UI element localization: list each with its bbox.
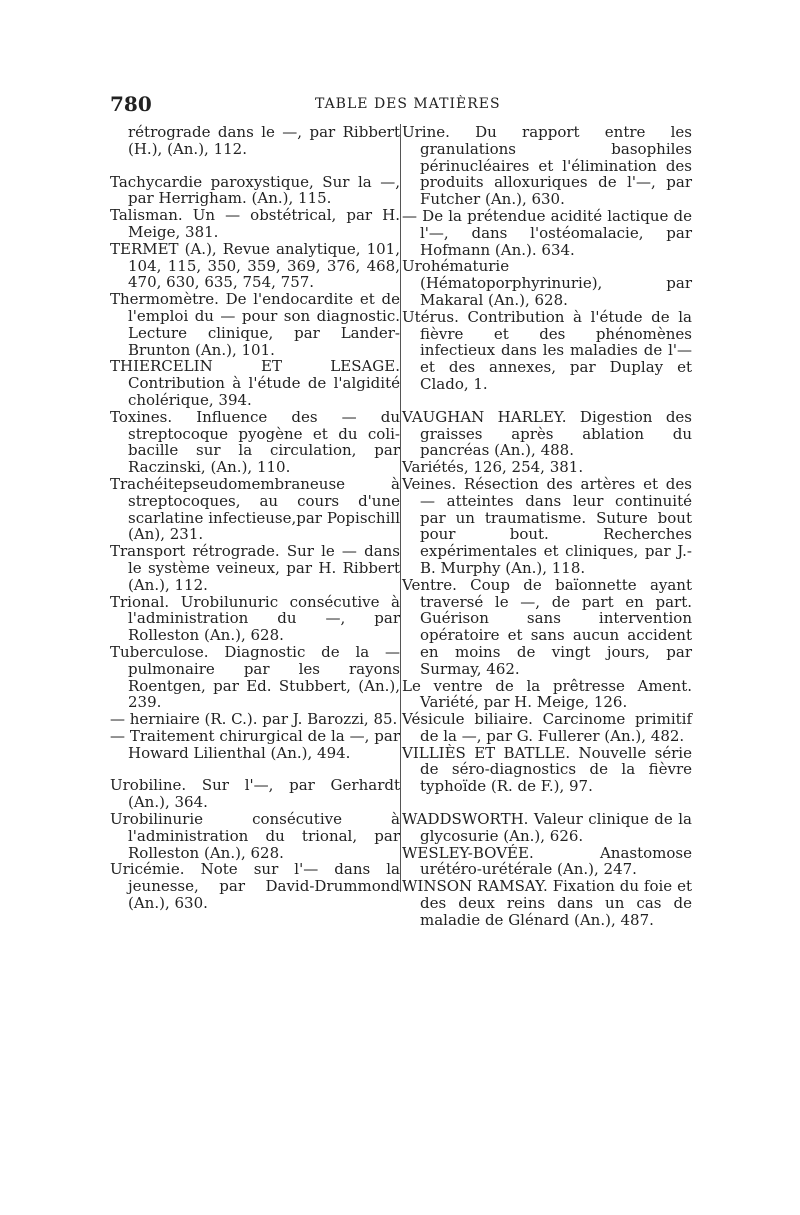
index-entry: — Traitement chirurgical de la —, par Howard Lilienthal (An.), 494. [110, 726, 400, 762]
index-entry: THIERCELIN ET LESAGE. Contribution à l'étude de l'algidité cholérique, 394. [110, 357, 400, 409]
index-entry: VAUGHAN HARLEY. Digestion des graisses après ablation du pancréas (An.), 488. [402, 407, 692, 460]
index-entry: — De la prétendue acidité lactique de l'—, dans l'ostéomalacie, par Hofmann (An.). 634. [402, 206, 692, 259]
index-entry: Uricémie. Note sur l'— dans la jeunesse, par David-Drummond (An.), 630. [110, 860, 400, 913]
page-number: 780 [110, 92, 152, 116]
index-entry: Veines. Résection des artères et des — atteintes dans leur continuité par un traumatisme. Suture bout pour bout. Recherches expérimentales et cliniques, par J.-B. Murphy (An.), 118. [402, 474, 692, 577]
index-entry: Ventre. Coup de baïonnette ayant traversé le —, de part en part. Guérison sans intervention opératoire et sans aucun accident en moins de vingt jours, par Surmay, 462. [402, 575, 692, 678]
section-gap [402, 393, 692, 409]
index-entry: WINSON RAMSAY. Fixation du foie et des deux reins dans un cas de maladie de Glénard (An.), 487. [402, 877, 692, 929]
index-entry: Urine. Du rapport entre les granulations basophiles périnucléaires et l'élimination des produits alloxuriques de l'—, par Futcher (An.), 630. [402, 123, 692, 209]
section-gap [110, 158, 400, 174]
right-column [402, 124, 692, 929]
index-entry: Tuberculose. Diagnostic de la — pulmonaire par les rayons Roentgen, par Ed. Stubbert, (An.), 239. [110, 642, 400, 712]
index-entry: Transport rétrograde. Sur le — dans le système veineux, par H. Ribbert (An.), 112. [110, 542, 400, 594]
index-entry: TERMET (A.), Revue analytique, 101, 104, 115, 350, 359, 369, 376, 468, 470, 630, 635, 754, 757. [110, 239, 400, 292]
index-entry: Urobiline. Sur l'—, par Gerhardt (An.), 364. [110, 776, 400, 812]
index-entry: Toxines. Influence des — du streptocoque pyogène et du coli-bacille sur la circulation, par Raczinski, (An.), 110. [110, 407, 400, 477]
index-entry: WADDSWORTH. Valeur clinique de la glycosurie (An.), 626. [402, 810, 692, 845]
index-entry: Vésicule biliaire. Carcinome primitif de la —, par G. Fullerer (An.), 482. [402, 710, 692, 745]
left-column [110, 124, 400, 912]
index-entry: rétrograde dans le —, par Ribbert (H.), (An.), 112. [128, 123, 400, 158]
index-entry: Le ventre de la prêtresse Ament. Variété, par H. Meige, 126. [402, 676, 692, 712]
index-entry: Thermomètre. De l'endocardite et de l'emploi du — pour son diagnostic. Lecture clinique, par Lander-Brunton (An.), 101. [110, 290, 400, 359]
index-entry: VILLIÈS ET BATLLE. Nouvelle série de séro-diagnostics de la fièvre typhoïde (R. de F.), 97. [402, 743, 692, 796]
index-entry: Tachycardie paroxystique, Sur la —, par Herrigham. (An.), 115. [110, 172, 400, 208]
section-gap [110, 761, 400, 777]
section-gap [402, 795, 692, 811]
index-entry: WESLEY-BOVÉE. Anastomose urétéro-urétérale (An.), 247. [402, 843, 692, 879]
index-entry: Urohématurie (Hématoporphyrinurie), par Makaral (An.), 628. [402, 257, 692, 309]
page-header [110, 92, 690, 116]
index-entry: Utérus. Contribution à l'étude de la fièvre et des phénomènes infectieux dans les maladies de l'— et des annexes, par Duplay et Clado, 1. [402, 307, 692, 393]
column-divider [400, 124, 401, 892]
index-entry: Talisman. Un — obstétrical, par H. Meige, 381. [110, 206, 400, 241]
running-title: TABLE DES MATIÈRES [315, 96, 501, 112]
index-entry: Trachéitepseudomembraneuse à streptocoques, au cours d'une scarlatine infectieuse,par Popischill (An), 231. [110, 474, 400, 544]
index-entry: Variétés, 126, 254, 381. [402, 458, 584, 477]
index-entry: — herniaire (R. C.). par J. Barozzi, 85. [110, 710, 398, 729]
index-entry: Urobilinurie consécutive à l'administration du trional, par Rolleston (An.), 628. [110, 810, 400, 862]
index-entry: Trional. Urobilunuric consécutive à l'administration du —, par Rolleston (An.), 628. [110, 592, 400, 645]
